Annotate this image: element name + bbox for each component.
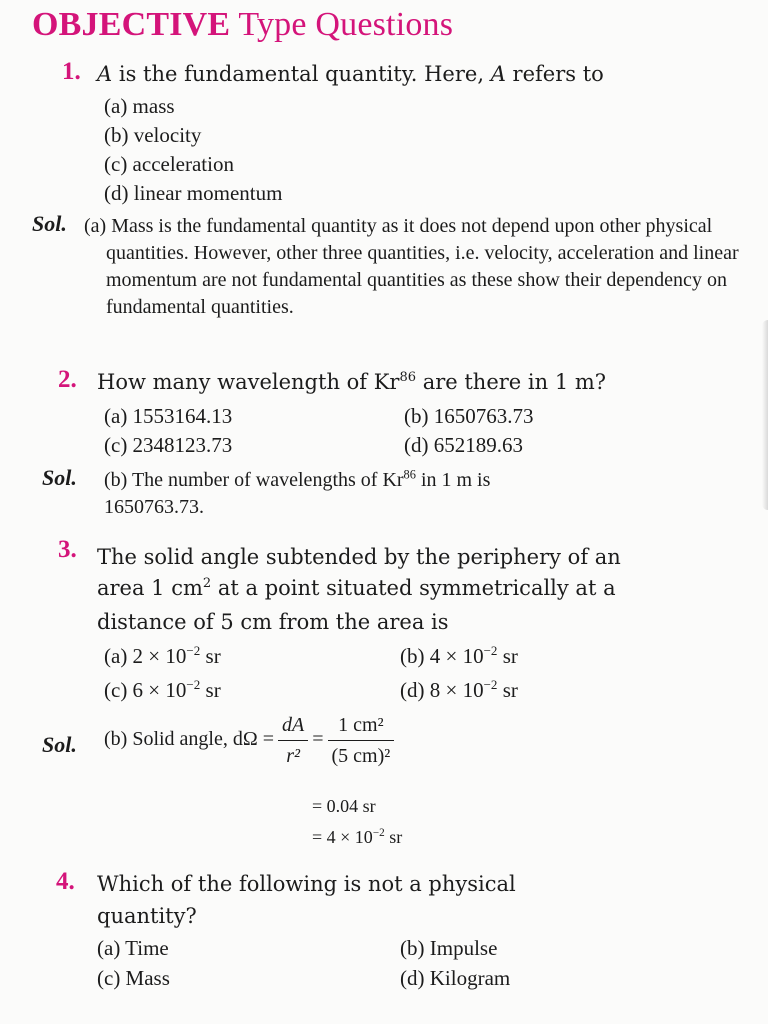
q3-step3-pre: = 4 × 10 [312, 827, 373, 847]
q3-solution-eq [104, 712, 398, 769]
q3-option-a [104, 642, 221, 671]
q2-text-pre: How many wavelength of Kr [97, 370, 400, 394]
q3-eq-sign: = [312, 728, 324, 751]
q3-step3 [312, 824, 402, 851]
q1-var: A [97, 62, 113, 86]
q3-b-unit: sr [497, 644, 518, 668]
q3-b-exp: −2 [483, 643, 498, 658]
q3-a-unit: sr [200, 644, 221, 668]
q3-step3-unit: sr [384, 827, 403, 847]
q1-text [97, 60, 737, 89]
q3-line3: distance of 5 cm from the area is [97, 610, 449, 634]
q3-c-unit: sr [200, 678, 221, 702]
q4-option-b: (b) Impulse [400, 936, 498, 960]
q3-number: 3. [58, 536, 77, 563]
q3-line2-sup: 2 [202, 576, 212, 591]
q2-option-d: (d) 652189.63 [404, 433, 523, 457]
q1-text-end: refers to [505, 62, 604, 86]
q3-step2: = 0.04 sr [312, 796, 376, 816]
q4-option-d: (d) Kilogram [400, 966, 511, 990]
heading-bold: OBJECTIVE [32, 6, 231, 43]
q3-line2-post: at a point situated symmetrically at a [211, 576, 616, 600]
page-edge-shadow [762, 320, 768, 510]
q2-option-c: (c) 2348123.73 [104, 433, 233, 457]
q2-sol-post: in 1 m is [415, 469, 491, 491]
q4-option-c: (c) Mass [97, 966, 170, 990]
q3-fraction-1 [278, 712, 308, 769]
q3-frac1-num: dA [278, 712, 308, 741]
q1-var2: A [490, 62, 506, 86]
q3-option-d [400, 676, 518, 705]
q3-d-label: (d) 8 × 10 [400, 678, 484, 702]
q2-text [97, 368, 606, 397]
q3-line1: The solid angle subtended by the periphery of an [97, 545, 621, 569]
q1-text-mid: is the fundamental quantity. Here, [112, 62, 491, 86]
heading-rest: Type Questions [230, 6, 454, 43]
q3-a-label: (a) 2 × 10 [104, 644, 187, 668]
q4-line2: quantity? [97, 904, 197, 928]
q1-sol-label: Sol. [32, 211, 67, 236]
q3-c-exp: −2 [186, 677, 201, 692]
section-heading [32, 6, 453, 44]
q2-solution-line1 [104, 467, 490, 494]
q2-number: 2. [58, 366, 77, 393]
q3-sol-label: Sol. [42, 732, 77, 757]
q2-solution-line2: 1650763.73. [104, 496, 204, 518]
q2-option-a: (a) 1553164.13 [104, 404, 233, 428]
q3-step3-exp: −2 [372, 827, 385, 839]
q4-number: 4. [56, 868, 75, 895]
q1-option-c: (c) acceleration [104, 152, 234, 176]
q3-a-exp: −2 [186, 643, 201, 658]
q3-d-exp: −2 [483, 677, 498, 692]
q2-text-sup: 86 [399, 370, 417, 385]
q4-line1: Which of the following is not a physical [97, 872, 516, 896]
q3-line2-pre: area 1 cm [97, 576, 203, 600]
q3-frac2-num: 1 cm² [328, 712, 395, 741]
q2-sol-label: Sol. [42, 465, 77, 490]
q3-fraction-2 [328, 712, 395, 769]
q3-d-unit: sr [497, 678, 518, 702]
q3-option-b [400, 642, 518, 671]
q3-line2 [97, 570, 616, 606]
q2-sol-pre: (b) The number of wavelengths of Kr [104, 469, 404, 491]
q1-number: 1. [62, 58, 81, 85]
q2-sol-sup: 86 [403, 467, 416, 482]
q3-option-c [104, 676, 221, 705]
q1-option-a: (a) mass [104, 94, 175, 118]
q4-option-a: (a) Time [97, 936, 169, 960]
q2-option-b: (b) 1650763.73 [404, 404, 534, 428]
q3-b-label: (b) 4 × 10 [400, 644, 484, 668]
q3-frac2-den: (5 cm)² [331, 745, 391, 767]
q3-frac1-den: r² [286, 745, 301, 767]
q3-sol-pre: (b) Solid angle, dΩ = [104, 728, 275, 751]
q1-solution: (a) Mass is the fundamental quantity as it does not depend upon other physical quantities. However, other three quantities, i.e. velocity, acceleration and linear momentum are not fundamental quantities as these show their dependency on fundamental quantities. [84, 215, 739, 318]
q1-option-d: (d) linear momentum [104, 181, 283, 205]
q2-text-post: are there in 1 m? [416, 370, 607, 394]
q1-option-b: (b) velocity [104, 123, 202, 147]
q3-c-label: (c) 6 × 10 [104, 678, 187, 702]
